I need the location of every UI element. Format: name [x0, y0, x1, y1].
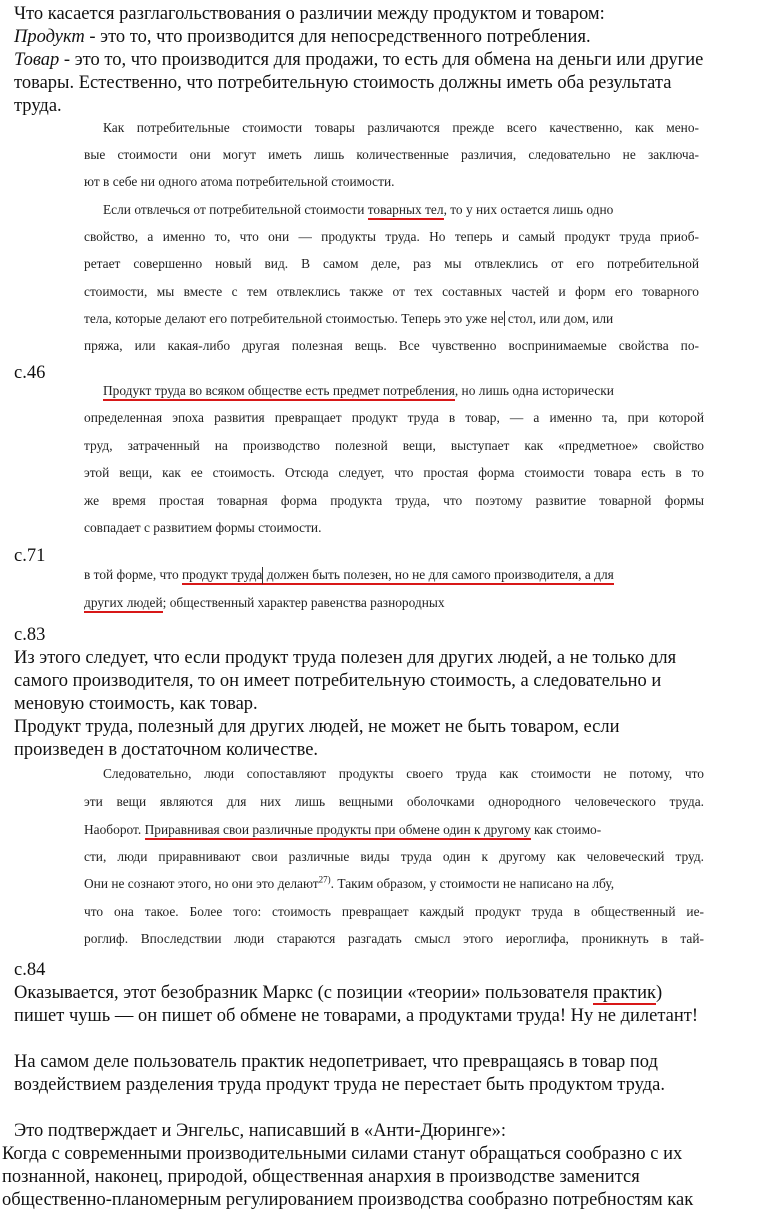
scan1-line-5: свойство, а именно то, что они — продукты труда. Но теперь и самый продукт труда приоб-: [84, 229, 699, 244]
scan1-line-8: [84, 305, 613, 332]
term-commodity-definition: - это то, что производится для продажи, то есть для обмена на деньги или другие: [59, 50, 704, 70]
scan1-line-2: вые стоимости они могут иметь лишь количественные различия, следовательно не заключа-: [84, 147, 699, 162]
scan4-line-4: сти, люди приравнивают свои различные виды труда один к другому как человеческий труд.: [84, 849, 704, 864]
scan2-line-5: же время простая товарная форма продукта труда, что поэтому развитие товарной формы: [84, 493, 704, 508]
scan4-line-2: эти вещи являются для них лишь вещными оболочками однородного человеческого труда.: [84, 794, 704, 809]
underline-product-of-labour: Продукт труда во всяком обществе есть предмет потребления: [103, 383, 455, 401]
scan4-line-3: [84, 816, 601, 843]
scan3-line-2: [84, 589, 445, 616]
scan1-line-9: пряжа, или какая-либо другая полезная вещь. Все чувственно воспринимаемые свойства по-: [84, 338, 699, 353]
outro-line-4: воздействием разделения труда продукт труда не перестает быть продуктом труда.: [14, 1075, 665, 1095]
underline-praktik: практик: [592, 983, 657, 1003]
mid-line-3: меновую стоимость, как товар.: [14, 694, 258, 714]
intro-line-5: труда.: [14, 96, 62, 116]
outro-line-3: На самом деле пользователь практик недопетривает, что превращаясь в товар под: [14, 1052, 658, 1072]
page-ref-83: с.83: [14, 625, 46, 645]
scan3-line-2-end: ; общественный характер равенства разнородных: [162, 595, 445, 610]
footnote-marker: 27): [318, 874, 331, 885]
outro-line-6: Когда с современными производительными силами станут обращаться сообразно с их: [2, 1144, 683, 1164]
scan2-line-6: совпадает с развитием формы стоимости.: [84, 520, 322, 535]
term-product-definition: - это то, что производится для непосредственного потребления.: [84, 27, 591, 47]
term-product: Продукт: [14, 27, 85, 47]
mid-line-1: Из этого следует, что если продукт труда полезен для других людей, а не только для: [14, 648, 677, 668]
mid-line-2: самого производителя, то он имеет потребительную стоимость, а следовательно и: [14, 671, 662, 691]
scan1-line-3: ют в себе ни одного атома потребительной стоимости.: [84, 174, 395, 189]
scan1-line-6: ретает совершенно новый вид. В самом деле, раз мы отвлеклись от его потребительной: [84, 256, 699, 271]
outro-line-1-start: Оказывается, этот безобразник Маркс (с позиции «теории» пользователя: [14, 983, 593, 1003]
scan2-line-1: [103, 377, 614, 404]
intro-line-2: [14, 26, 591, 49]
outro-line-2: пишет чушь — он пишет об обмене не товарами, а продуктами труда! Ну не дилетант!: [14, 1006, 699, 1026]
scan4-line-3-end: как стоимо-: [530, 822, 602, 837]
outro-line-8: общественно-планомерным регулированием производства сообразно потребностям как: [2, 1190, 694, 1210]
outro-line-5: Это подтверждает и Энгельс, написавший в «Анти-Дюринге»:: [14, 1121, 506, 1141]
scan4-line-3-start: Наоборот.: [84, 822, 145, 837]
underline-commodity-bodies: товарных тел: [368, 202, 444, 220]
intro-line-1: Что касается разглагольствования о различии между продуктом и товаром:: [14, 4, 605, 24]
underline-product-useful-1: продукт труда: [182, 567, 263, 585]
underline-equating-products: Приравнивая свои различные продукты при обмене один к другому: [145, 822, 531, 840]
scan2-line-1-end: , но лишь одна исторически: [454, 383, 614, 398]
scan2-line-4: этой вещи, как ее стоимость. Отсюда следует, что простая форма стоимости товара есть в то: [84, 465, 704, 480]
scan4-line-6: что она такое. Более того: стоимость превращает каждый продукт труда в общественный ие-: [84, 904, 704, 919]
outro-line-1: [14, 982, 662, 1005]
scan1-line-1: Как потребительные стоимости товары различаются прежде всего качественно, как мено-: [103, 120, 699, 135]
scan4-line-5-end: . Таким образом, у стоимости не написано на лбу,: [330, 876, 615, 891]
scan1-line-4: [103, 196, 613, 223]
page-ref-71: с.71: [14, 546, 46, 566]
outro-line-1-end: ): [656, 983, 663, 1003]
scan4-line-5-start: Они не сознают этого, но они это делают: [84, 876, 319, 891]
term-commodity: Товар: [14, 50, 60, 70]
intro-line-3: [14, 49, 703, 72]
scan2-line-3: труд, затраченный на производство полезной вещи, выступает как «предметное» свойство: [84, 438, 704, 453]
page-ref-46: с.46: [14, 363, 46, 383]
scan1-line-4-end: , то у них остается лишь одно: [443, 202, 614, 217]
mid-line-4: Продукт труда, полезный для других людей, не может не быть товаром, если: [14, 717, 620, 737]
scan3-line-1-start: в той форме, что: [84, 567, 182, 582]
scan2-line-2: определенная эпоха развития превращает продукт труда в товар, — а именно та, при которой: [84, 410, 704, 425]
scan4-line-5: [84, 870, 614, 897]
scan3-line-1: [84, 561, 614, 588]
scan1-line-8-end: стол, или дом, или: [504, 311, 614, 326]
underline-product-useful-2: должен быть полезен, но не для самого производителя, а для: [263, 567, 613, 585]
scan1-line-8-start: тела, которые делают его потребительной стоимостью. Теперь это уже не: [84, 311, 504, 326]
outro-line-7: познанной, наконец, природой, общественная анархия в производстве заменится: [2, 1167, 640, 1187]
scan1-line-4-start: Если отвлечься от потребительной стоимости: [103, 202, 368, 217]
mid-line-5: произведен в достаточном количестве.: [14, 740, 319, 760]
page-ref-84: с.84: [14, 960, 46, 980]
scan1-line-7: стоимости, мы вместе с тем отвлеклись также от тех составных частей и форм его товарного: [84, 284, 699, 299]
scan4-line-7: роглиф. Впоследствии люди стараются разгадать смысл этого иероглифа, проникнуть в тай-: [84, 931, 704, 946]
scan4-line-1: Следовательно, люди сопоставляют продукты своего труда как стоимости не потому, что: [103, 766, 704, 781]
underline-other-people: других людей: [84, 595, 163, 613]
intro-line-4: товары. Естественно, что потребительную стоимость должны иметь оба результата: [14, 73, 672, 93]
